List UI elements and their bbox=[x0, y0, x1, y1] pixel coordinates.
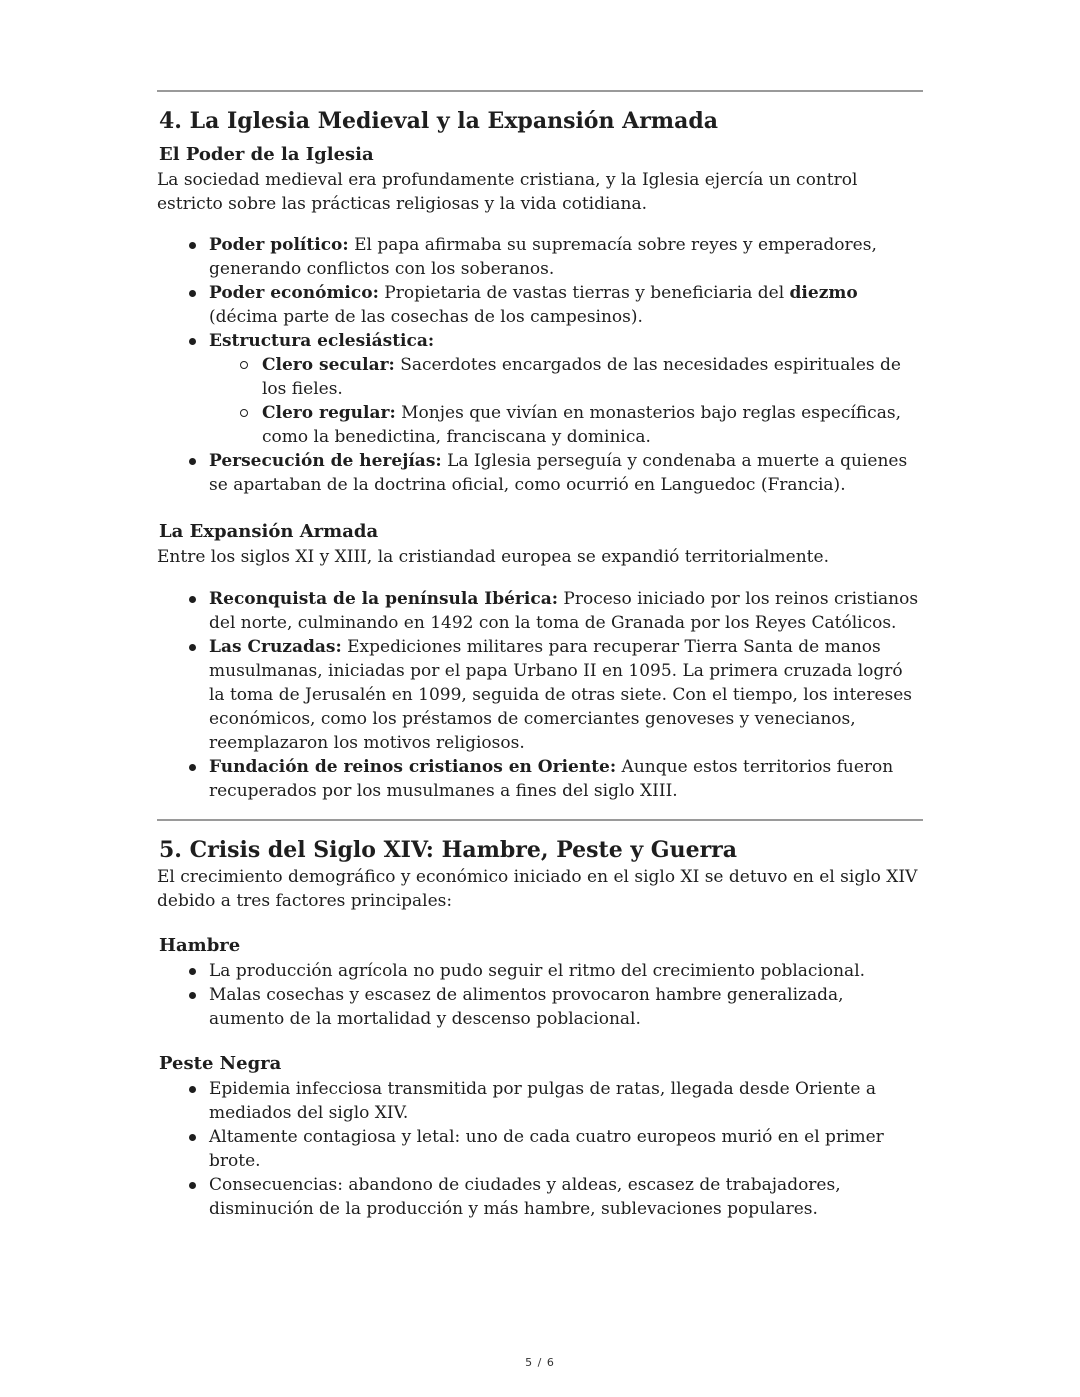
list-item: Reconquista de la península Ibérica: Proceso iniciado por los reinos cristianos del norte, culminando en 1492 con la toma de Granada por los Reyes Católicos. bbox=[157, 587, 923, 635]
list-item: Malas cosechas y escasez de alimentos provocaron hambre generalizada, aumento de la mortalidad y descenso poblacional. bbox=[157, 983, 923, 1031]
section-4-title: 4. La Iglesia Medieval y la Expansión Armada bbox=[159, 108, 718, 134]
poder-iglesia-list bbox=[157, 233, 923, 497]
list-item: Altamente contagiosa y letal: uno de cada cuatro europeos murió en el primer brote. bbox=[157, 1125, 923, 1173]
section-5-title: 5. Crisis del Siglo XIV: Hambre, Peste y Guerra bbox=[159, 837, 738, 863]
sub-list-item: Clero secular: Sacerdotes encargados de las necesidades espirituales de los fieles. bbox=[157, 353, 923, 401]
list-item: Las Cruzadas: Expediciones militares para recuperar Tierra Santa de manos musulmanas, iniciadas por el papa Urbano II en 1095. La primera cruzada logró la toma de Jerusalén en 1099, seguida de otras siete. Con el tiempo, los intereses económicos, como los préstamos de comerciantes genoveses y venecianos, reemplazaron los motivos religiosos. bbox=[157, 635, 923, 755]
section-5-intro: El crecimiento demográfico y económico iniciado en el siglo XI se detuvo en el siglo XIV debido a tres factores principales: bbox=[157, 867, 918, 911]
page-number: 5 / 6 bbox=[525, 1356, 555, 1369]
list-item: Persecución de herejías: La Iglesia perseguía y condenaba a muerte a quienes se apartaban de la doctrina oficial, como ocurrió en Languedoc (Francia). bbox=[157, 449, 923, 497]
list-item: Poder político: El papa afirmaba su supremacía sobre reyes y emperadores, generando conflictos con los soberanos. bbox=[157, 233, 923, 281]
expansion-armada-list bbox=[157, 587, 923, 803]
sub-list-item: Clero regular: Monjes que vivían en monasterios bajo reglas específicas, como la benedictina, franciscana y dominica. bbox=[157, 401, 923, 449]
list-item: La producción agrícola no pudo seguir el ritmo del crecimiento poblacional. bbox=[157, 959, 923, 983]
poder-iglesia-intro: La sociedad medieval era profundamente cristiana, y la Iglesia ejercía un control estricto sobre las prácticas religiosas y la vida cotidiana. bbox=[157, 170, 858, 214]
list-item: Estructura eclesiástica: Clero secular: Sacerdotes encargados de las necesidades espirituales de los fieles. Clero regular: Monjes que vivían en monasterios bajo reglas específicas, como la benedictina, franciscana y dominica. bbox=[157, 329, 923, 449]
peste-negra-list bbox=[157, 1077, 923, 1221]
document-page bbox=[157, 0, 923, 1221]
subheading-peste-negra: Peste Negra bbox=[159, 1053, 282, 1074]
list-item: Consecuencias: abandono de ciudades y aldeas, escasez de trabajadores, disminución de la producción y más hambre, sublevaciones populares. bbox=[157, 1173, 923, 1221]
list-item: Fundación de reinos cristianos en Oriente: Aunque estos territorios fueron recuperados por los musulmanes a fines del siglo XIII. bbox=[157, 755, 923, 803]
hambre-list bbox=[157, 959, 923, 1031]
subheading-hambre: Hambre bbox=[159, 935, 241, 956]
subheading-expansion-armada: La Expansión Armada bbox=[159, 521, 379, 542]
list-item: Poder económico: Propietaria de vastas tierras y beneficiaria del diezmo (décima parte de las cosechas de los campesinos). bbox=[157, 281, 923, 329]
clero-sublist bbox=[157, 353, 923, 449]
expansion-armada-intro: Entre los siglos XI y XIII, la cristiandad europea se expandió territorialmente. bbox=[157, 547, 829, 567]
subheading-poder-iglesia: El Poder de la Iglesia bbox=[159, 144, 374, 165]
list-item: Epidemia infecciosa transmitida por pulgas de ratas, llegada desde Oriente a mediados del siglo XIV. bbox=[157, 1077, 923, 1125]
